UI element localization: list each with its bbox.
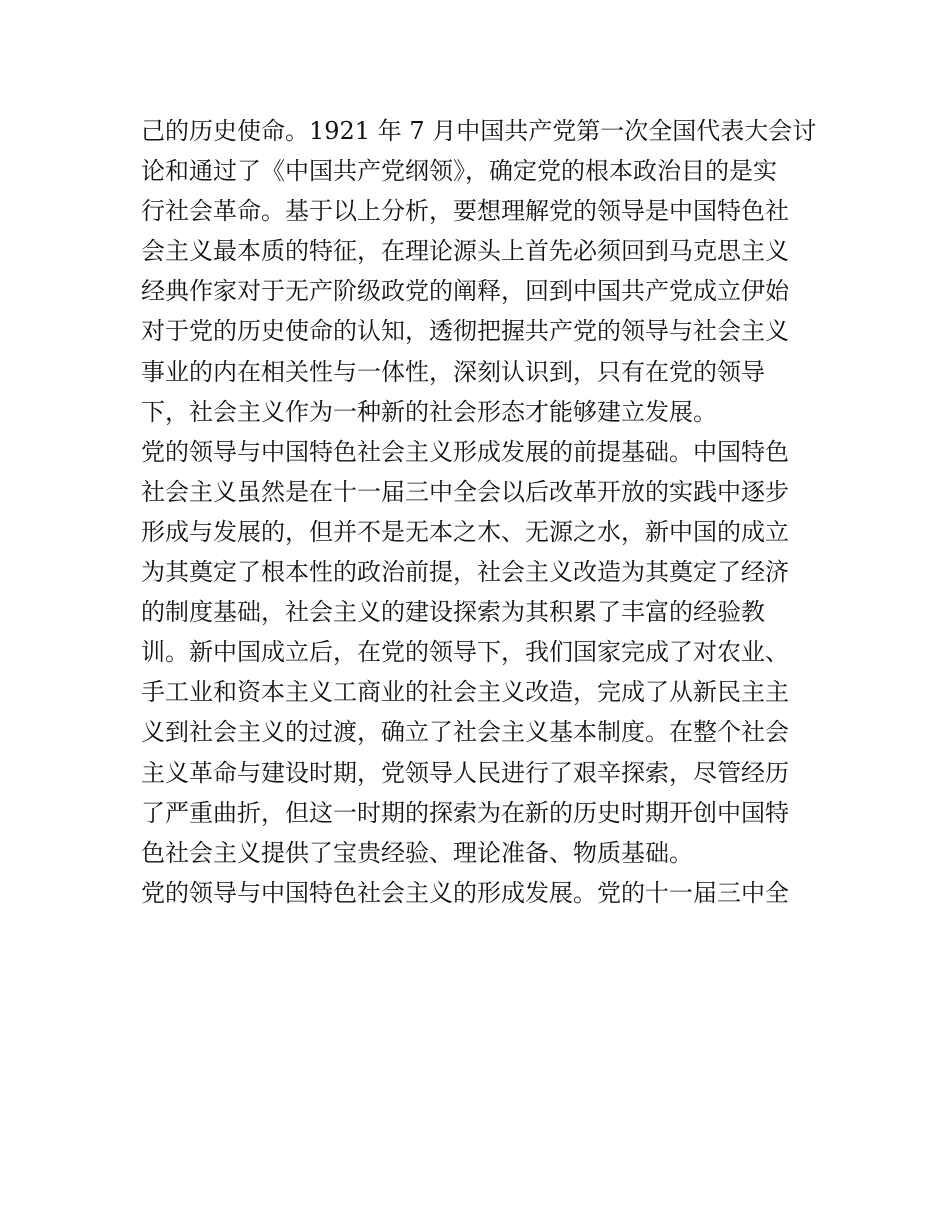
- text-line: 社会主义虽然是在十一届三中全会以后改革开放的实践中逐步: [141, 477, 789, 506]
- text-line: 行社会革命。基于以上分析，要想理解党的领导是中国特色社: [141, 197, 789, 226]
- text-line: 手工业和资本主义工商业的社会主义改造，完成了从新民主主: [141, 678, 789, 707]
- text-line: 下，社会主义作为一种新的社会形态才能够建立发展。: [141, 397, 717, 426]
- text-line: 事业的内在相关性与一体性，深刻认识到，只有在党的领导: [141, 357, 765, 386]
- text-line: 训。新中国成立后，在党的领导下，我们国家完成了对农业、: [141, 638, 789, 667]
- text-line: 论和通过了《中国共产党纲领》，确定党的根本政治目的是实: [141, 157, 777, 186]
- text-line: 了严重曲折，但这一时期的探索为在新的历史时期开创中国特: [141, 798, 789, 827]
- text-line: 形成与发展的，但并不是无本之木、无源之水，新中国的成立: [141, 517, 789, 546]
- text-line: 党的领导与中国特色社会主义形成发展的前提基础。中国特色: [141, 437, 789, 466]
- text-line: 的制度基础，社会主义的建设探索为其积累了丰富的经验教: [141, 598, 765, 627]
- text-line: 经典作家对于无产阶级政党的阐释，回到中国共产党成立伊始: [141, 277, 789, 306]
- text-line: 对于党的历史使命的认知，透彻把握共产党的领导与社会主义: [141, 317, 789, 346]
- body-text: [141, 111, 821, 913]
- text-line: 己的历史使命。1921 年 7 月中国共产党第一次全国代表大会讨: [141, 117, 817, 145]
- text-line: 色社会主义提供了宝贵经验、理论准备、物质基础。: [141, 838, 693, 867]
- text-line: 为其奠定了根本性的政治前提，社会主义改造为其奠定了经济: [141, 558, 789, 587]
- text-line: 义到社会主义的过渡，确立了社会主义基本制度。在整个社会: [141, 718, 789, 747]
- text-line: 主义革命与建设时期，党领导人民进行了艰辛探索，尽管经历: [141, 758, 789, 787]
- text-line: 会主义最本质的特征，在理论源头上首先必须回到马克思主义: [141, 237, 789, 266]
- text-line: 党的领导与中国特色社会主义的形成发展。党的十一届三中全: [141, 878, 789, 907]
